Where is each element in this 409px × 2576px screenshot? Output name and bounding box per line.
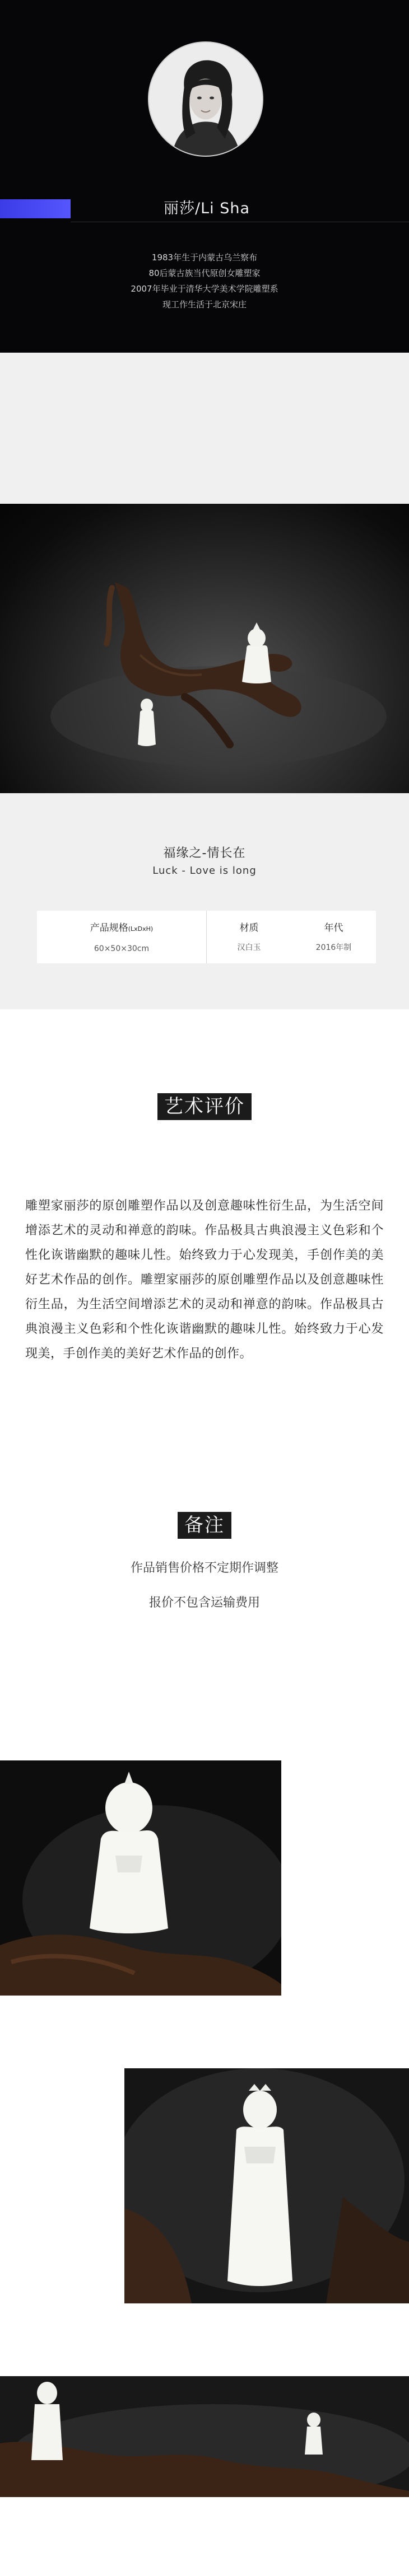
product-subtitle: Luck - Love is long [152,865,257,877]
spec-year-value: 2016年制 [315,943,352,952]
spacer-band [0,353,409,504]
bio-line: 80后蒙古族当代原创女雕塑家 [148,268,261,278]
spec-year-label: 年代 [324,922,343,934]
detail-photo-3 [0,2376,409,2497]
name-accent-bar [0,199,71,218]
spec-year [291,921,376,963]
artist-portrait-image [149,43,262,156]
notes-heading: 备注 [178,1512,231,1539]
artist-bio [0,250,409,312]
sculpture-closeup-image [0,1760,281,1996]
spec-size-label: 产品规格 [90,922,128,934]
product-info [0,793,409,1009]
product-title: 福缘之-情长在 [163,846,246,860]
spec-size-unit: (LxDxH) [128,925,154,933]
note-line: 报价不包含运输费用 [148,1596,260,1610]
notes-section [0,1366,409,1612]
sculpture-wide-image [0,2376,409,2497]
artist-avatar [148,41,263,157]
artist-header [0,0,409,353]
review-heading: 艺术评价 [157,1093,252,1120]
spec-material-label: 材质 [239,922,259,934]
spec-size-value: 60×50×30cm [94,944,150,953]
artist-name: 丽莎/Li Sha [164,200,250,217]
sculpture-image [0,504,409,793]
spec-size [37,911,207,963]
spec-material-value: 汉白玉 [237,943,261,952]
review-text: 雕塑家丽莎的原创雕塑作品以及创意趣味性衍生品，为生活空间增添艺术的灵动和禅意的韵味。作品极具古典浪漫主义色彩和个性化诙谐幽默的趣味儿性。始终致力于心发现美，手创作美的美好艺术作品的创作。雕塑家丽莎的原创雕塑作品以及创意趣味性衍生品，为生活空间增添艺术的灵动和禅意的韵味。作品极具古典浪漫主义色彩和个性化诙谐幽默的趣味儿性。始终致力于心发现美，手创作美的美好艺术作品的创作。 [25,1199,384,1361]
art-review-section [0,1009,409,1366]
spec-material [207,921,291,963]
note-line: 作品销售价格不定期作调整 [130,1561,278,1575]
product-main-photo [0,504,409,793]
spec-right [207,911,376,963]
bio-line: 2007年毕业于清华大学美术学院雕塑系 [131,284,278,294]
detail-photo-1 [0,1760,281,1996]
bio-line: 1983年生于内蒙古乌兰察布 [151,252,258,263]
detail-photo-2 [124,2068,409,2303]
bio-line: 现工作生活于北京宋庄 [162,299,247,310]
sculpture-closeup-image [124,2068,409,2303]
spec-card [37,911,376,963]
